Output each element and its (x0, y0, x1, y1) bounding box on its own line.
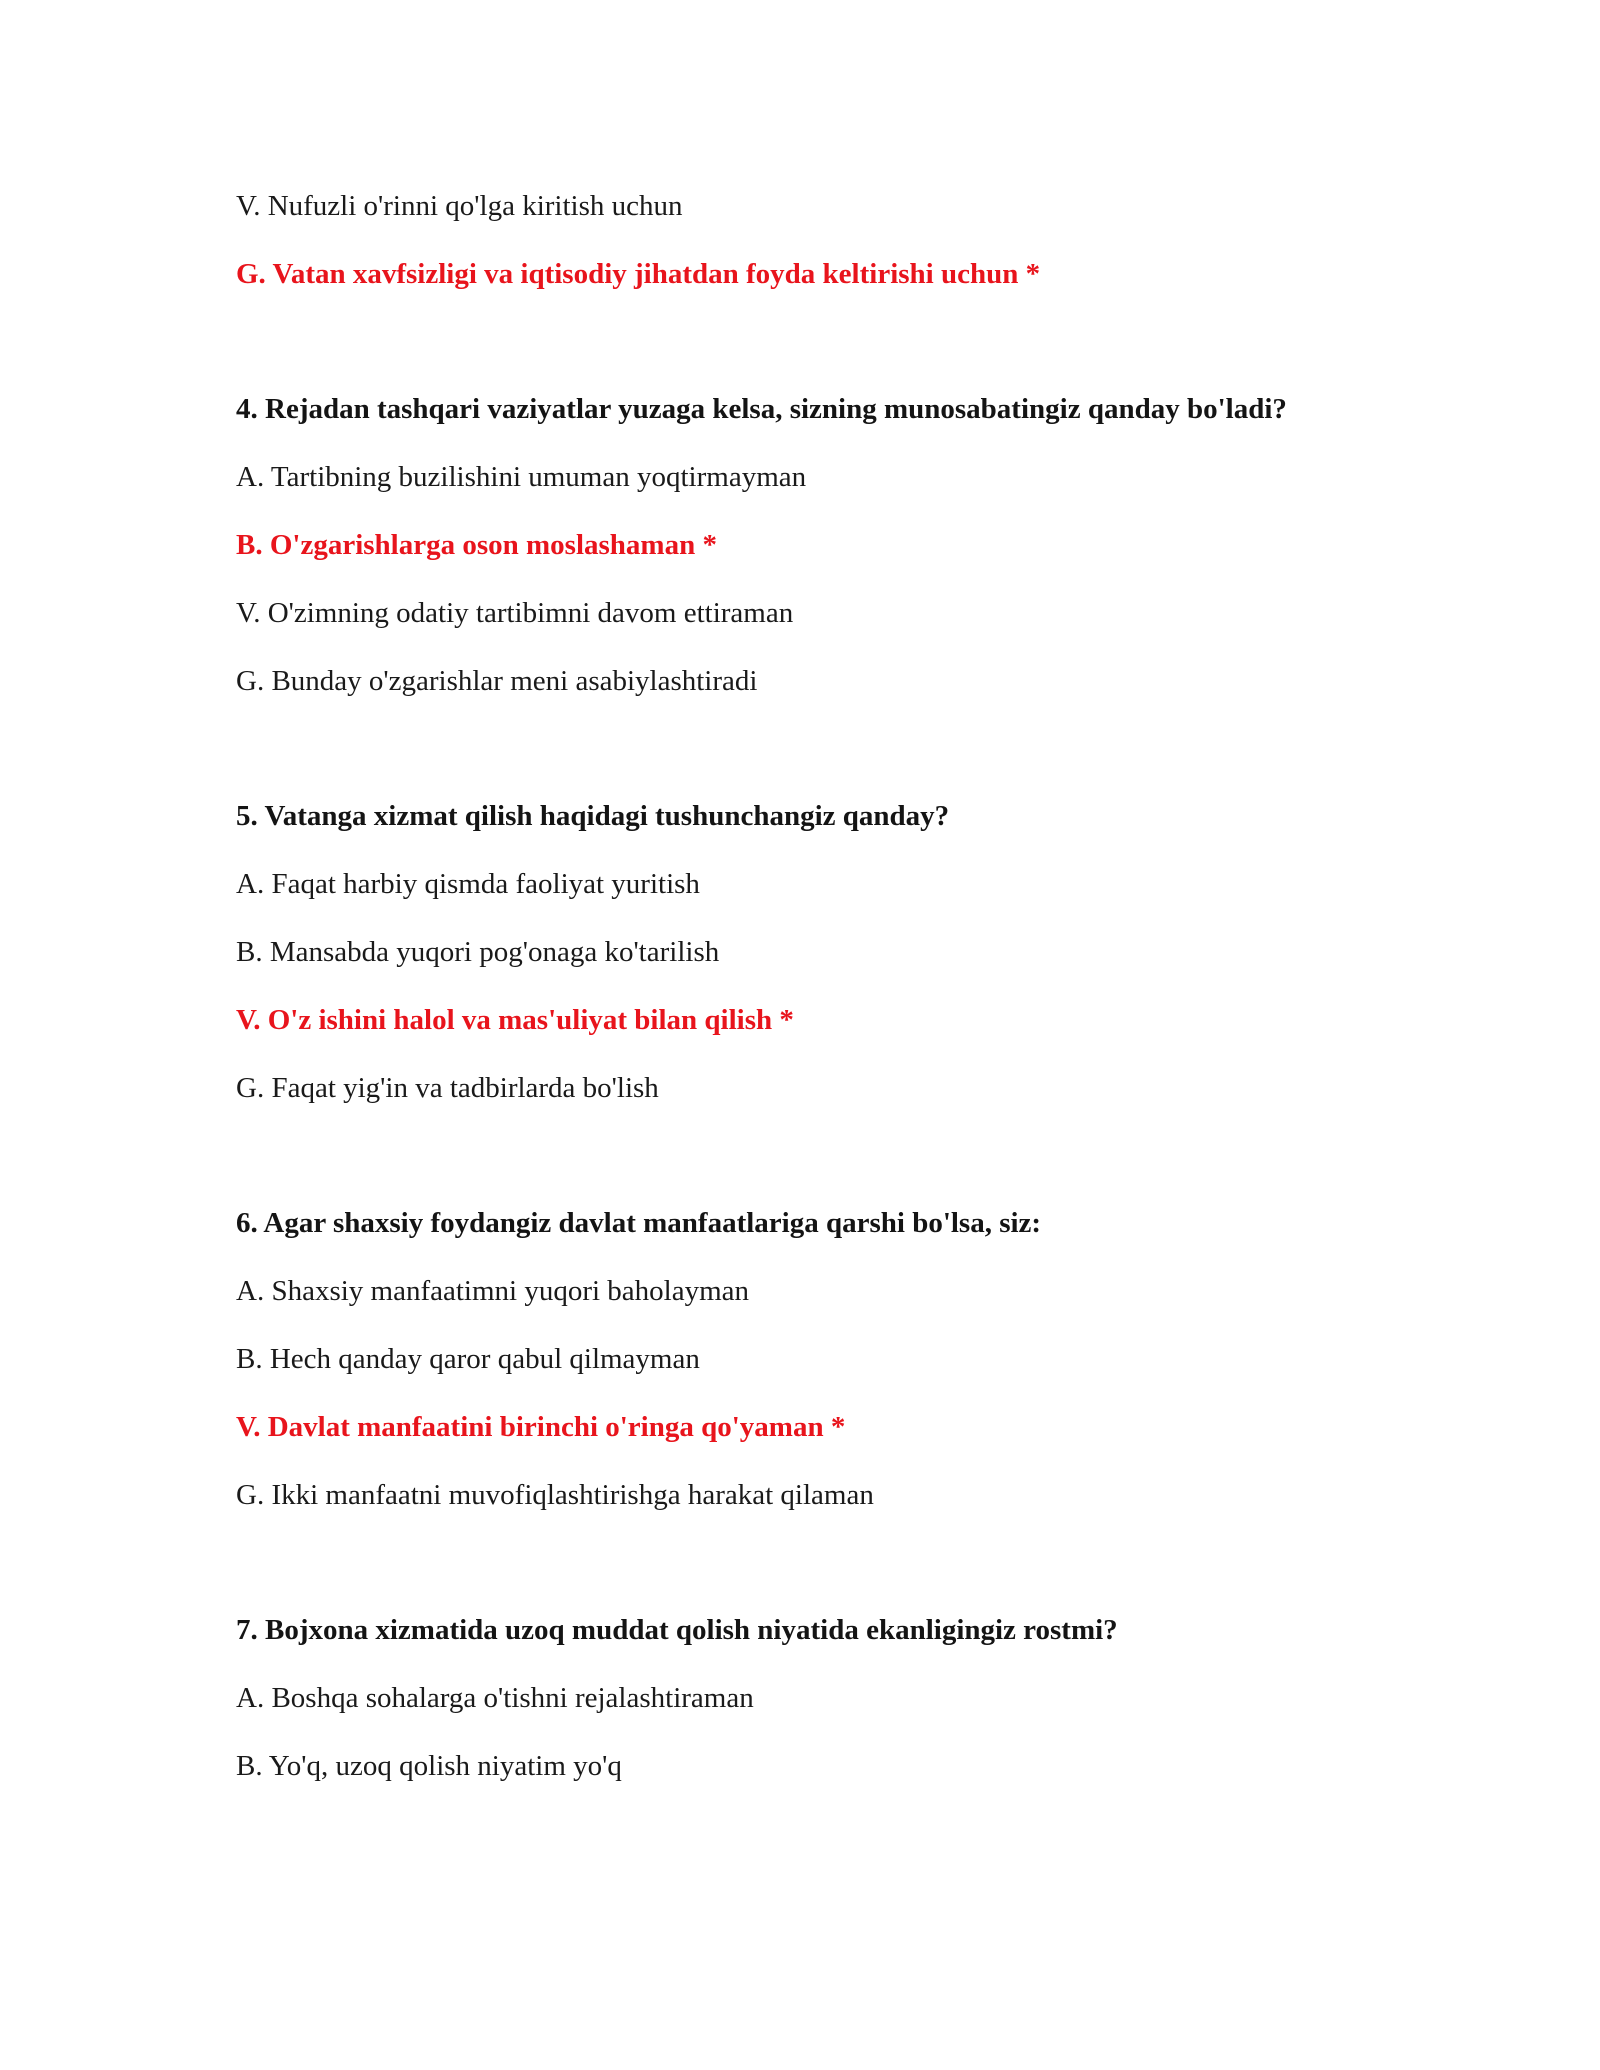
correct-answer-option: V. O'z ishini halol va mas'uliyat bilan qilish * (236, 1004, 794, 1036)
answer-option: A. Faqat harbiy qismda faoliyat yuritish (236, 868, 700, 900)
answer-option: G. Bunday o'zgarishlar meni asabiylashtiradi (236, 665, 758, 697)
question-5-title: 5. Vatanga xizmat qilish haqidagi tushunchangiz qanday? (236, 800, 950, 832)
answer-option: B. Hech qanday qaror qabul qilmayman (236, 1343, 700, 1375)
answer-option: B. Mansabda yuqori pog'onaga ko'tarilish (236, 936, 720, 968)
answer-option: A. Tartibning buzilishini umuman yoqtirmayman (236, 461, 807, 493)
correct-answer-option: B. O'zgarishlarga oson moslashaman * (236, 529, 717, 561)
answer-option: G. Ikki manfaatni muvofiqlashtirishga harakat qilaman (236, 1479, 874, 1511)
question-6-title: 6. Agar shaxsiy foydangiz davlat manfaatlariga qarshi bo'lsa, siz: (236, 1207, 1042, 1239)
answer-option: V. O'zimning odatiy tartibimni davom ettiraman (236, 597, 794, 629)
spacer (236, 322, 1336, 389)
answer-option: V. Nufuzli o'rinni qo'lga kiritish uchun (236, 190, 683, 222)
answer-option: B. Yo'q, uzoq qolish niyatim yo'q (236, 1750, 622, 1782)
answer-option: G. Faqat yig'in va tadbirlarda bo'lish (236, 1072, 659, 1104)
question-7-title: 7. Bojxona xizmatida uzoq muddat qolish niyatida ekanligingiz rostmi? (236, 1614, 1118, 1646)
correct-answer-option: G. Vatan xavfsizligi va iqtisodiy jihatdan foyda keltirishi uchun * (236, 258, 1041, 290)
answer-option: A. Boshqa sohalarga o'tishni rejalashtiraman (236, 1682, 754, 1714)
document-content (236, 186, 1336, 1814)
spacer (236, 1543, 1336, 1610)
answer-option: A. Shaxsiy manfaatimni yuqori baholayman (236, 1275, 750, 1307)
spacer (236, 729, 1336, 796)
question-4-title: 4. Rejadan tashqari vaziyatlar yuzaga kelsa, sizning munosabatingiz qanday bo'ladi? (236, 393, 1287, 425)
correct-answer-option: V. Davlat manfaatini birinchi o'ringa qo'yaman * (236, 1411, 846, 1443)
spacer (236, 1136, 1336, 1203)
